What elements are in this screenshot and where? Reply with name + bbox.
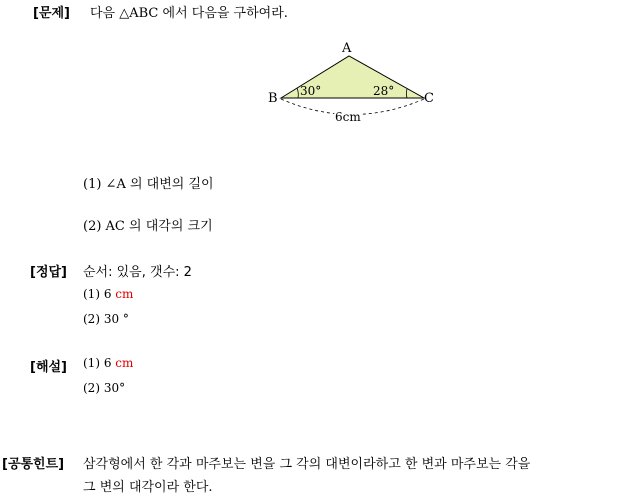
- angle-c-label: 28°: [373, 84, 395, 98]
- answer-meta: 순서: 있음, 갯수: 2: [83, 265, 192, 280]
- explanation-item-1-value: (1) 6: [83, 356, 112, 370]
- hint-label: [공통힌트]: [2, 457, 65, 472]
- explanation-item-1: [83, 356, 133, 370]
- explanation-item-2: (2) 30°: [83, 381, 126, 395]
- vertex-c-label: C: [424, 91, 434, 106]
- answer-item-2: (2) 30 °: [83, 312, 129, 326]
- vertex-a-label: A: [342, 41, 352, 56]
- vertex-b-label: B: [268, 91, 278, 106]
- explanation-item-1-unit: cm: [115, 356, 134, 370]
- problem-statement: 다음 △ABC 에서 다음을 구하여라.: [90, 6, 288, 21]
- angle-b-label: 30°: [300, 84, 322, 98]
- answer-item-1-value: (1) 6: [83, 287, 112, 301]
- answer-item-1: [83, 287, 133, 301]
- side-bc-label: 6cm: [335, 110, 361, 124]
- question-1: (1) ∠A 의 대변의 길이: [83, 177, 214, 192]
- answer-label: [정답]: [30, 265, 67, 280]
- question-2: (2) AC 의 대각의 크기: [83, 219, 213, 234]
- explanation-label: [해설]: [30, 360, 67, 375]
- problem-label: [문제]: [33, 6, 70, 21]
- answer-item-1-unit: cm: [115, 287, 134, 301]
- triangle-figure: [260, 38, 440, 128]
- hint-line-2: 그 변의 대각이라 한다.: [83, 480, 213, 495]
- hint-line-1: 삼각형에서 한 각과 마주보는 변을 그 각의 대변이라하고 한 변과 마주보는 각을: [83, 457, 531, 472]
